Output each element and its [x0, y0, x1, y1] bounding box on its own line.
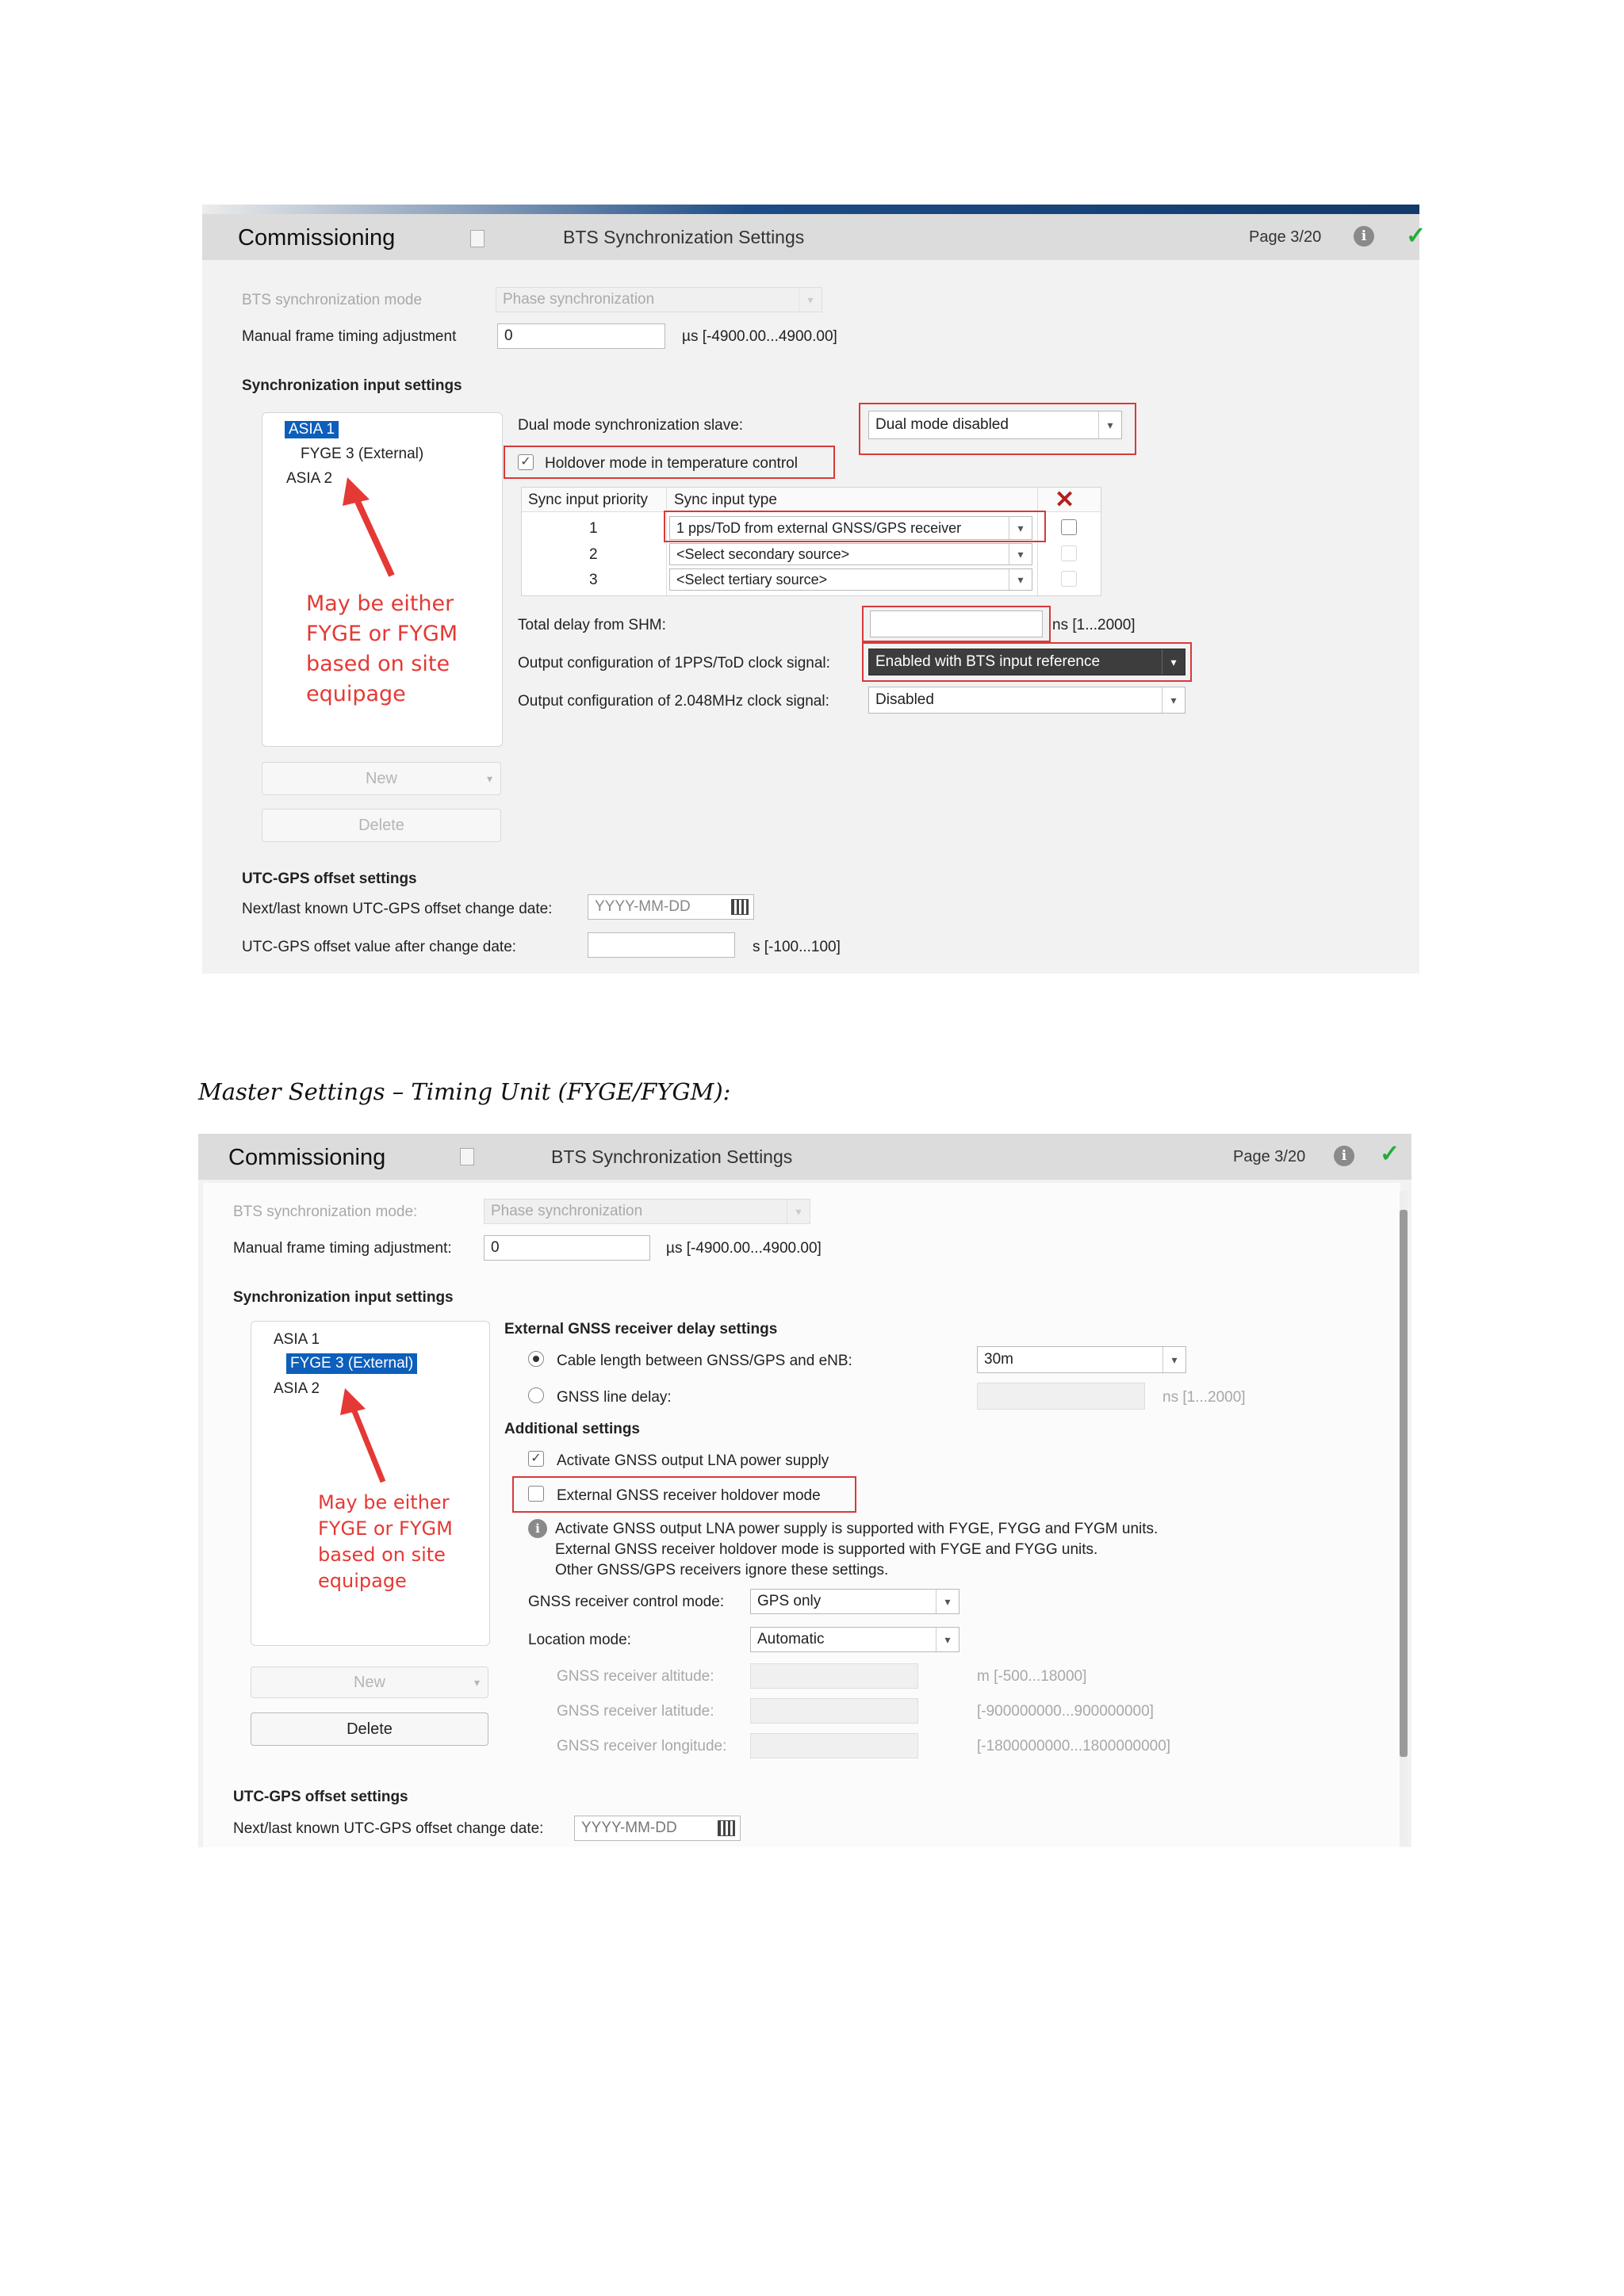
frame-timing-label: Manual frame timing adjustment:: [233, 1240, 452, 1257]
annotation-line: based on site: [306, 652, 450, 676]
lna-label: Activate GNSS output LNA power supply: [557, 1452, 829, 1469]
location-mode-value: Automatic: [757, 1631, 825, 1647]
chevron-down-icon: ▾: [936, 1628, 959, 1651]
additional-heading: Additional settings: [504, 1421, 640, 1437]
tree-item-asia1[interactable]: ASIA 1: [274, 1331, 320, 1348]
table-cell: <Select secondary source>: [676, 546, 850, 562]
page-subtitle: BTS Synchronization Settings: [551, 1146, 793, 1167]
frame-timing-label: Manual frame timing adjustment: [242, 328, 457, 345]
document-icon[interactable]: [470, 230, 485, 247]
sync-source-tree: [262, 412, 503, 747]
highlight-box: [862, 606, 1051, 642]
utc-heading: UTC-GPS offset settings: [242, 871, 417, 887]
utc-date-label: Next/last known UTC-GPS offset change date:: [242, 901, 553, 917]
calendar-icon[interactable]: [718, 1820, 735, 1836]
annotation-note: [306, 589, 458, 710]
annotation-line: equipage: [318, 1570, 407, 1592]
delete-button[interactable]: Delete: [262, 809, 501, 842]
longitude-label: GNSS receiver longitude:: [557, 1738, 727, 1755]
delete-button[interactable]: Delete: [251, 1712, 488, 1746]
chevron-down-icon: ▾: [1162, 687, 1185, 713]
out-2mhz-label: Output configuration of 2.048MHz clock signal:: [518, 693, 829, 710]
table-header: Sync input priority: [528, 492, 649, 508]
cable-length-label: Cable length between GNSS/GPS and eNB:: [557, 1353, 852, 1369]
scrollbar-thumb[interactable]: [1400, 1210, 1408, 1757]
chevron-down-icon: ▾: [799, 288, 822, 312]
total-delay-range: ns [1...2000]: [1052, 617, 1136, 633]
page-indicator: Page 3/20: [1233, 1148, 1306, 1165]
info-line: Activate GNSS output LNA power supply is supported with FYGE, FYGG and FYGM units.: [555, 1521, 1159, 1537]
info-icon[interactable]: i: [1354, 226, 1374, 247]
chevron-down-icon: ▾: [936, 1590, 959, 1613]
sync-mode-select[interactable]: [496, 287, 822, 312]
screenshot-2: [198, 1134, 1411, 1847]
info-icon[interactable]: i: [1334, 1146, 1354, 1166]
table-row-select[interactable]: [669, 568, 1032, 591]
screenshot-1: [202, 205, 1427, 974]
out-2mhz-value: Disabled: [875, 691, 934, 708]
chevron-down-icon: ▾: [486, 772, 492, 785]
table-cell: 1 pps/ToD from external GNSS/GPS receiver: [676, 520, 962, 536]
gnss-line-delay-input[interactable]: [977, 1383, 1145, 1410]
sync-source-tree: [251, 1321, 490, 1646]
chevron-down-icon: ▾: [1098, 411, 1121, 438]
utc-date-input[interactable]: [574, 1816, 741, 1841]
utc-date-placeholder: YYYY-MM-DD: [581, 1820, 677, 1836]
altitude-input[interactable]: [750, 1663, 918, 1689]
check-icon[interactable]: ✓: [1380, 1141, 1400, 1167]
section-caption: Master Settings – Timing Unit (FYGE/FYGM):: [198, 1078, 731, 1105]
page-indicator: Page 3/20: [1249, 228, 1322, 246]
control-mode-select[interactable]: [750, 1589, 959, 1614]
page-title: Commissioning: [238, 225, 396, 251]
cable-length-select[interactable]: [977, 1346, 1186, 1373]
table-cell: 1: [589, 520, 598, 537]
dual-mode-value: Dual mode disabled: [875, 416, 1009, 433]
location-mode-label: Location mode:: [528, 1632, 631, 1648]
total-delay-label: Total delay from SHM:: [518, 617, 666, 633]
chevron-down-icon: ▾: [1162, 649, 1185, 675]
tree-item-asia2[interactable]: ASIA 2: [274, 1380, 320, 1397]
page-title: Commissioning: [228, 1145, 386, 1170]
utc-heading: UTC-GPS offset settings: [233, 1789, 408, 1805]
annotation-line: equipage: [306, 682, 406, 706]
latitude-input[interactable]: [750, 1698, 918, 1724]
table-row-select[interactable]: [669, 543, 1032, 565]
control-mode-label: GNSS receiver control mode:: [528, 1594, 725, 1610]
tree-item-fyge3[interactable]: FYGE 3 (External): [286, 1353, 417, 1374]
lna-checkbox[interactable]: ✓: [528, 1451, 544, 1467]
row-checkbox[interactable]: [1061, 519, 1077, 535]
gnss-line-delay-label: GNSS line delay:: [557, 1389, 672, 1406]
holdover-label: External GNSS receiver holdover mode: [557, 1487, 821, 1504]
chevron-down-icon: ▾: [473, 1676, 480, 1689]
page-subtitle: BTS Synchronization Settings: [563, 227, 805, 247]
longitude-range: [-1800000000...1800000000]: [977, 1738, 1171, 1755]
utc-date-label: Next/last known UTC-GPS offset change date:: [233, 1820, 544, 1837]
scrollbar[interactable]: [1400, 1191, 1408, 1846]
frame-timing-range: µs [-4900.00...4900.00]: [666, 1240, 822, 1257]
table-cell: <Select tertiary source>: [676, 572, 828, 587]
utc-date-input[interactable]: [588, 894, 754, 920]
check-icon[interactable]: ✓: [1406, 223, 1427, 249]
chevron-down-icon: ▾: [1009, 517, 1032, 539]
new-button-label: New: [365, 770, 397, 787]
chevron-down-icon: ▾: [1009, 569, 1032, 590]
out-1pps-label: Output configuration of 1PPS/ToD clock signal:: [518, 655, 830, 672]
highlight-box: [859, 403, 1136, 455]
document-icon[interactable]: [460, 1148, 474, 1165]
info-line: External GNSS receiver holdover mode is supported with FYGE and FYGG units.: [555, 1541, 1098, 1558]
table-cell: 2: [589, 546, 598, 563]
highlight-box: [664, 511, 1046, 542]
highlight-box: [512, 1476, 856, 1513]
tree-item-asia1[interactable]: ASIA 1: [285, 421, 339, 438]
header-bar: [198, 1134, 1411, 1180]
new-button-label: New: [353, 1674, 385, 1691]
new-button[interactable]: [262, 762, 501, 795]
utc-date-placeholder: YYYY-MM-DD: [595, 898, 691, 915]
sync-input-heading: Synchronization input settings: [242, 377, 462, 394]
new-button[interactable]: [251, 1667, 488, 1698]
header-bar: [202, 214, 1427, 260]
x-icon[interactable]: ✕: [1055, 487, 1075, 513]
altitude-range: m [-500...18000]: [977, 1668, 1087, 1685]
table-cell: 3: [589, 572, 598, 588]
out-2mhz-select[interactable]: [868, 687, 1185, 714]
sync-mode-value: Phase synchronization: [503, 291, 655, 308]
info-icon: i: [528, 1519, 547, 1538]
gnss-delay-heading: External GNSS receiver delay settings: [504, 1321, 778, 1337]
utc-value-label: UTC-GPS offset value after change date:: [242, 939, 517, 955]
tree-item-asia2[interactable]: ASIA 2: [286, 470, 333, 487]
gnss-line-delay-range: ns [1...2000]: [1162, 1389, 1246, 1406]
cable-length-value: 30m: [984, 1351, 1013, 1368]
dual-mode-label: Dual mode synchronization slave:: [518, 417, 744, 434]
info-line: Other GNSS/GPS receivers ignore these settings.: [555, 1562, 889, 1578]
altitude-label: GNSS receiver altitude:: [557, 1668, 714, 1685]
chevron-down-icon: ▾: [787, 1200, 810, 1223]
longitude-input[interactable]: [750, 1733, 918, 1758]
annotation-note: [318, 1490, 453, 1594]
out-1pps-value: Enabled with BTS input reference: [875, 653, 1101, 670]
latitude-range: [-900000000...900000000]: [977, 1703, 1154, 1720]
highlight-box: [862, 642, 1192, 682]
row-checkbox[interactable]: [1061, 571, 1077, 587]
tree-item-fyge3[interactable]: FYGE 3 (External): [301, 446, 424, 462]
utc-value-input[interactable]: [588, 932, 735, 958]
highlight-box: [504, 446, 835, 479]
red-arrow: [337, 1385, 400, 1488]
table-header: Sync input type: [674, 492, 777, 508]
frame-timing-input[interactable]: 0: [497, 323, 665, 349]
red-arrow: [338, 473, 401, 584]
sync-input-heading: Synchronization input settings: [233, 1289, 454, 1306]
location-mode-select[interactable]: [750, 1627, 959, 1652]
annotation-line: based on site: [318, 1544, 446, 1566]
control-mode-value: GPS only: [757, 1593, 822, 1609]
annotation-line: FYGE or FYGM: [318, 1517, 453, 1540]
chevron-down-icon: ▾: [1009, 544, 1032, 564]
sync-mode-label: BTS synchronization mode: [242, 292, 423, 308]
annotation-line: May be either: [306, 591, 454, 616]
chevron-down-icon: ▾: [1162, 1347, 1185, 1372]
annotation-line: May be either: [318, 1491, 450, 1513]
sync-mode-value: Phase synchronization: [491, 1203, 643, 1219]
sync-mode-select[interactable]: [484, 1199, 810, 1224]
row-checkbox[interactable]: [1061, 545, 1077, 561]
holdover-checkbox[interactable]: ✓: [518, 454, 534, 470]
frame-timing-range: µs [-4900.00...4900.00]: [682, 328, 837, 345]
latitude-label: GNSS receiver latitude:: [557, 1703, 714, 1720]
sync-mode-label: BTS synchronization mode:: [233, 1203, 418, 1220]
cable-length-radio[interactable]: [528, 1351, 544, 1367]
utc-value-range: s [-100...100]: [753, 939, 841, 955]
gnss-line-delay-radio[interactable]: [528, 1387, 544, 1403]
holdover-label: Holdover mode in temperature control: [545, 455, 798, 472]
annotation-line: FYGE or FYGM: [306, 622, 458, 646]
frame-timing-input[interactable]: 0: [484, 1235, 650, 1261]
calendar-icon[interactable]: [731, 899, 749, 915]
top-strip: [202, 205, 1419, 214]
